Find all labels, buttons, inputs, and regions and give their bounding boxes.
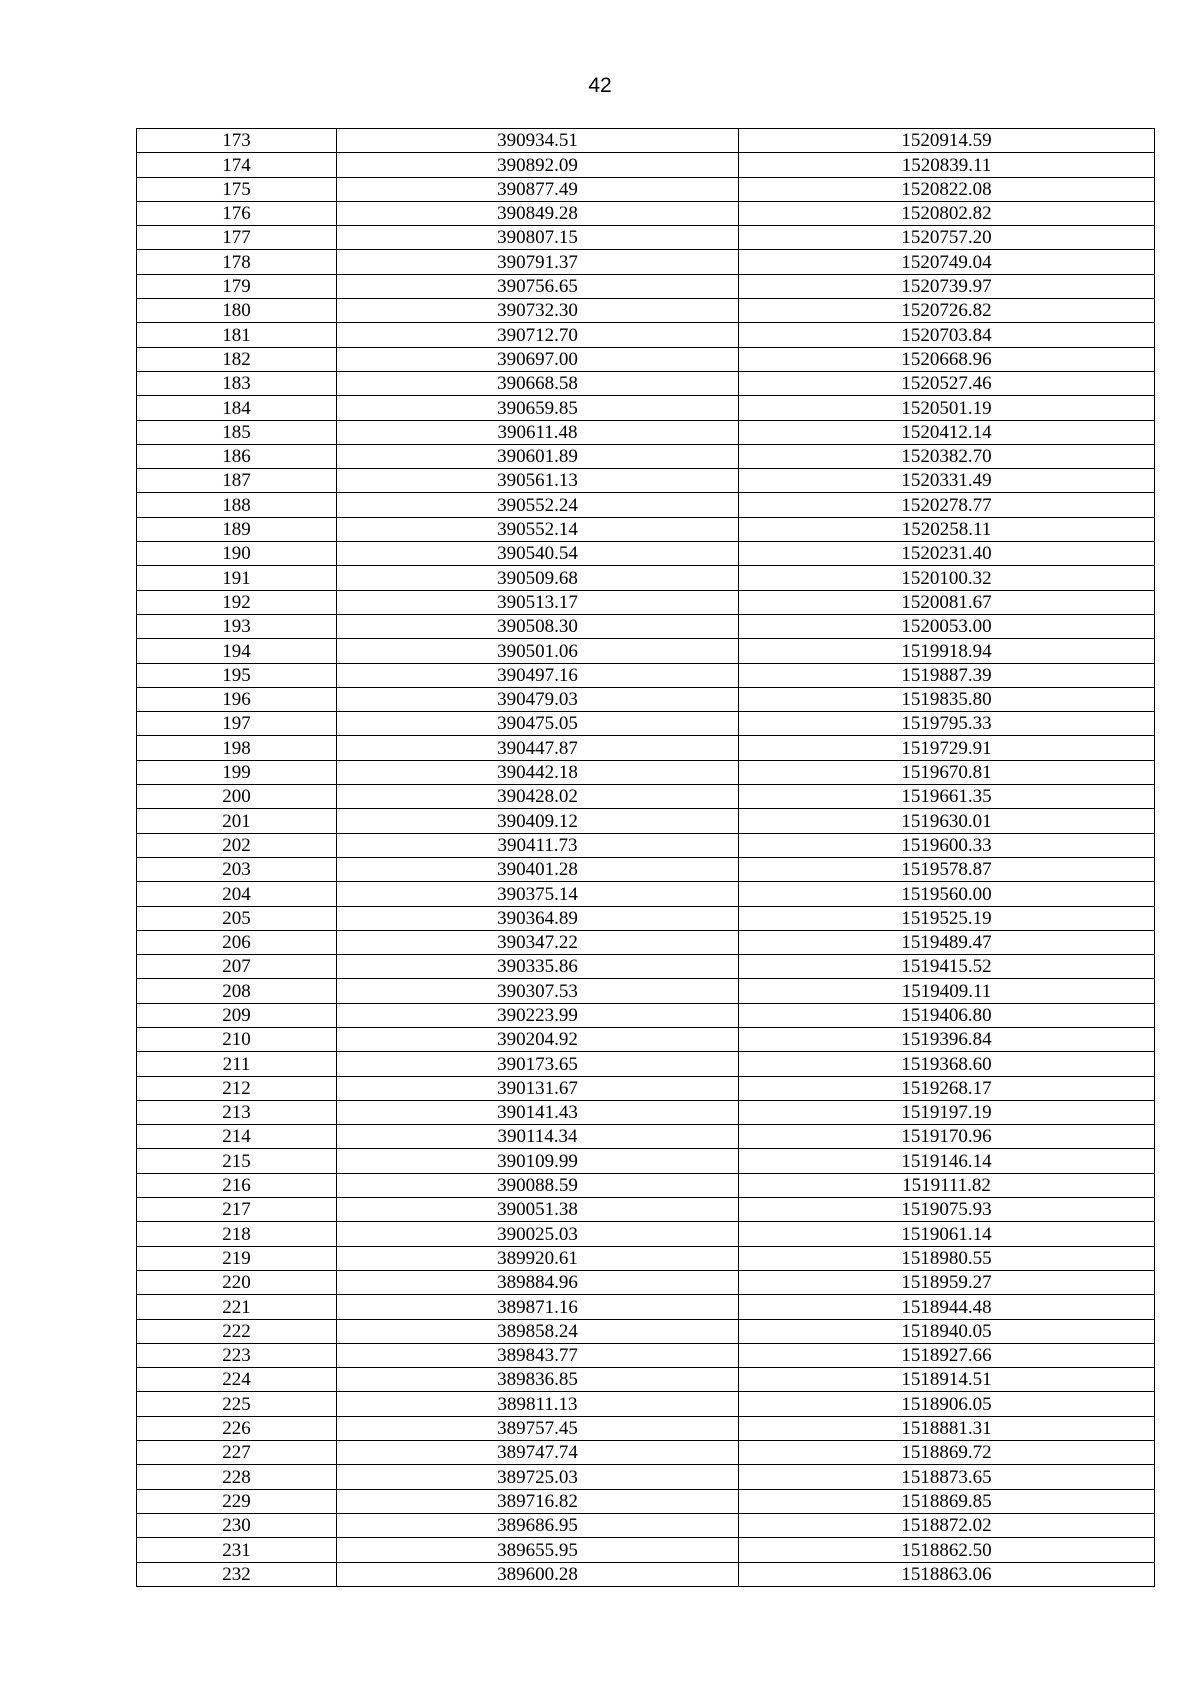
x-coordinate-cell: 389843.77	[337, 1343, 739, 1367]
point-number-cell: 203	[137, 857, 337, 881]
table-row	[137, 201, 1155, 225]
x-coordinate-cell: 390756.65	[337, 274, 739, 298]
table-row	[137, 1270, 1155, 1294]
x-coordinate-cell: 390307.53	[337, 979, 739, 1003]
table-row	[137, 760, 1155, 784]
table-row	[137, 712, 1155, 736]
y-coordinate-cell: 1518959.27	[739, 1270, 1155, 1294]
table-row	[137, 469, 1155, 493]
y-coordinate-cell: 1519197.19	[739, 1100, 1155, 1124]
y-coordinate-cell: 1519170.96	[739, 1125, 1155, 1149]
point-number-cell: 184	[137, 396, 337, 420]
y-coordinate-cell: 1519396.84	[739, 1027, 1155, 1051]
y-coordinate-cell: 1519630.01	[739, 809, 1155, 833]
point-number-cell: 219	[137, 1246, 337, 1270]
x-coordinate-cell: 390601.89	[337, 444, 739, 468]
y-coordinate-cell: 1520100.32	[739, 566, 1155, 590]
x-coordinate-cell: 390508.30	[337, 614, 739, 638]
point-number-cell: 207	[137, 955, 337, 979]
y-coordinate-cell: 1520749.04	[739, 250, 1155, 274]
y-coordinate-cell: 1520739.97	[739, 274, 1155, 298]
point-number-cell: 197	[137, 712, 337, 736]
point-number-cell: 195	[137, 663, 337, 687]
point-number-cell: 178	[137, 250, 337, 274]
y-coordinate-cell: 1520726.82	[739, 299, 1155, 323]
table-row	[137, 1465, 1155, 1489]
point-number-cell: 187	[137, 469, 337, 493]
coordinates-table	[136, 128, 1155, 1587]
table-row	[137, 1441, 1155, 1465]
table-row	[137, 736, 1155, 760]
y-coordinate-cell: 1520822.08	[739, 177, 1155, 201]
point-number-cell: 200	[137, 785, 337, 809]
table-row	[137, 1100, 1155, 1124]
x-coordinate-cell: 390447.87	[337, 736, 739, 760]
y-coordinate-cell: 1519075.93	[739, 1198, 1155, 1222]
point-number-cell: 222	[137, 1319, 337, 1343]
point-number-cell: 216	[137, 1173, 337, 1197]
x-coordinate-cell: 390475.05	[337, 712, 739, 736]
x-coordinate-cell: 390364.89	[337, 906, 739, 930]
x-coordinate-cell: 390877.49	[337, 177, 739, 201]
point-number-cell: 215	[137, 1149, 337, 1173]
y-coordinate-cell: 1519600.33	[739, 833, 1155, 857]
point-number-cell: 221	[137, 1295, 337, 1319]
table-row	[137, 566, 1155, 590]
table-row	[137, 129, 1155, 153]
point-number-cell: 188	[137, 493, 337, 517]
x-coordinate-cell: 389747.74	[337, 1441, 739, 1465]
y-coordinate-cell: 1520527.46	[739, 371, 1155, 395]
table-row	[137, 153, 1155, 177]
y-coordinate-cell: 1520081.67	[739, 590, 1155, 614]
table-row	[137, 1319, 1155, 1343]
table-row	[137, 420, 1155, 444]
table-row	[137, 396, 1155, 420]
x-coordinate-cell: 390807.15	[337, 226, 739, 250]
table-row	[137, 177, 1155, 201]
y-coordinate-cell: 1519729.91	[739, 736, 1155, 760]
y-coordinate-cell: 1519661.35	[739, 785, 1155, 809]
point-number-cell: 217	[137, 1198, 337, 1222]
point-number-cell: 199	[137, 760, 337, 784]
y-coordinate-cell: 1519670.81	[739, 760, 1155, 784]
x-coordinate-cell: 390114.34	[337, 1125, 739, 1149]
y-coordinate-cell: 1520258.11	[739, 517, 1155, 541]
y-coordinate-cell: 1520757.20	[739, 226, 1155, 250]
y-coordinate-cell: 1519489.47	[739, 930, 1155, 954]
y-coordinate-cell: 1518872.02	[739, 1513, 1155, 1537]
point-number-cell: 224	[137, 1368, 337, 1392]
y-coordinate-cell: 1519409.11	[739, 979, 1155, 1003]
table-row	[137, 1538, 1155, 1562]
table-row	[137, 979, 1155, 1003]
x-coordinate-cell: 390375.14	[337, 882, 739, 906]
point-number-cell: 214	[137, 1125, 337, 1149]
table-row	[137, 299, 1155, 323]
x-coordinate-cell: 390501.06	[337, 639, 739, 663]
point-number-cell: 182	[137, 347, 337, 371]
y-coordinate-cell: 1519578.87	[739, 857, 1155, 881]
y-coordinate-cell: 1518944.48	[739, 1295, 1155, 1319]
x-coordinate-cell: 390223.99	[337, 1003, 739, 1027]
y-coordinate-cell: 1520382.70	[739, 444, 1155, 468]
point-number-cell: 227	[137, 1441, 337, 1465]
x-coordinate-cell: 389920.61	[337, 1246, 739, 1270]
point-number-cell: 231	[137, 1538, 337, 1562]
x-coordinate-cell: 389757.45	[337, 1416, 739, 1440]
y-coordinate-cell: 1519560.00	[739, 882, 1155, 906]
page-number: 42	[588, 74, 612, 97]
y-coordinate-cell: 1518863.06	[739, 1562, 1155, 1586]
y-coordinate-cell: 1519061.14	[739, 1222, 1155, 1246]
point-number-cell: 212	[137, 1076, 337, 1100]
x-coordinate-cell: 390892.09	[337, 153, 739, 177]
table-row	[137, 687, 1155, 711]
table-row	[137, 1003, 1155, 1027]
point-number-cell: 186	[137, 444, 337, 468]
point-number-cell: 230	[137, 1513, 337, 1537]
x-coordinate-cell: 390849.28	[337, 201, 739, 225]
point-number-cell: 191	[137, 566, 337, 590]
x-coordinate-cell: 389686.95	[337, 1513, 739, 1537]
point-number-cell: 206	[137, 930, 337, 954]
table-row	[137, 1173, 1155, 1197]
point-number-cell: 180	[137, 299, 337, 323]
point-number-cell: 181	[137, 323, 337, 347]
y-coordinate-cell: 1518869.85	[739, 1489, 1155, 1513]
x-coordinate-cell: 390561.13	[337, 469, 739, 493]
x-coordinate-cell: 390131.67	[337, 1076, 739, 1100]
table-row	[137, 614, 1155, 638]
point-number-cell: 226	[137, 1416, 337, 1440]
x-coordinate-cell: 390347.22	[337, 930, 739, 954]
point-number-cell: 173	[137, 129, 337, 153]
y-coordinate-cell: 1519835.80	[739, 687, 1155, 711]
table-row	[137, 226, 1155, 250]
point-number-cell: 228	[137, 1465, 337, 1489]
table-row	[137, 785, 1155, 809]
point-number-cell: 201	[137, 809, 337, 833]
y-coordinate-cell: 1520802.82	[739, 201, 1155, 225]
table-row	[137, 1489, 1155, 1513]
x-coordinate-cell: 389836.85	[337, 1368, 739, 1392]
x-coordinate-cell: 389716.82	[337, 1489, 739, 1513]
table-row	[137, 955, 1155, 979]
x-coordinate-cell: 390611.48	[337, 420, 739, 444]
y-coordinate-cell: 1519918.94	[739, 639, 1155, 663]
point-number-cell: 185	[137, 420, 337, 444]
table-row	[137, 1295, 1155, 1319]
y-coordinate-cell: 1519525.19	[739, 906, 1155, 930]
point-number-cell: 225	[137, 1392, 337, 1416]
x-coordinate-cell: 390025.03	[337, 1222, 739, 1246]
point-number-cell: 192	[137, 590, 337, 614]
y-coordinate-cell: 1519415.52	[739, 955, 1155, 979]
table-row	[137, 663, 1155, 687]
y-coordinate-cell: 1520501.19	[739, 396, 1155, 420]
x-coordinate-cell: 390428.02	[337, 785, 739, 809]
y-coordinate-cell: 1518869.72	[739, 1441, 1155, 1465]
x-coordinate-cell: 389871.16	[337, 1295, 739, 1319]
point-number-cell: 202	[137, 833, 337, 857]
point-number-cell: 179	[137, 274, 337, 298]
point-number-cell: 213	[137, 1100, 337, 1124]
table-row	[137, 371, 1155, 395]
x-coordinate-cell: 390401.28	[337, 857, 739, 881]
x-coordinate-cell: 389811.13	[337, 1392, 739, 1416]
x-coordinate-cell: 390051.38	[337, 1198, 739, 1222]
point-number-cell: 220	[137, 1270, 337, 1294]
point-number-cell: 176	[137, 201, 337, 225]
table-row	[137, 1198, 1155, 1222]
y-coordinate-cell: 1518980.55	[739, 1246, 1155, 1270]
x-coordinate-cell: 389858.24	[337, 1319, 739, 1343]
x-coordinate-cell: 390173.65	[337, 1052, 739, 1076]
x-coordinate-cell: 390552.24	[337, 493, 739, 517]
table-row	[137, 444, 1155, 468]
y-coordinate-cell: 1520278.77	[739, 493, 1155, 517]
y-coordinate-cell: 1518927.66	[739, 1343, 1155, 1367]
x-coordinate-cell: 390513.17	[337, 590, 739, 614]
y-coordinate-cell: 1520668.96	[739, 347, 1155, 371]
point-number-cell: 211	[137, 1052, 337, 1076]
point-number-cell: 208	[137, 979, 337, 1003]
table-row	[137, 347, 1155, 371]
table-row	[137, 323, 1155, 347]
table-row	[137, 1513, 1155, 1537]
x-coordinate-cell: 390479.03	[337, 687, 739, 711]
table-row	[137, 1368, 1155, 1392]
y-coordinate-cell: 1518873.65	[739, 1465, 1155, 1489]
x-coordinate-cell: 389884.96	[337, 1270, 739, 1294]
table-row	[137, 542, 1155, 566]
table-row	[137, 1027, 1155, 1051]
y-coordinate-cell: 1520839.11	[739, 153, 1155, 177]
point-number-cell: 194	[137, 639, 337, 663]
point-number-cell: 210	[137, 1027, 337, 1051]
point-number-cell: 198	[137, 736, 337, 760]
x-coordinate-cell: 389655.95	[337, 1538, 739, 1562]
x-coordinate-cell: 390088.59	[337, 1173, 739, 1197]
table-row	[137, 250, 1155, 274]
point-number-cell: 183	[137, 371, 337, 395]
x-coordinate-cell: 390732.30	[337, 299, 739, 323]
table-row	[137, 517, 1155, 541]
y-coordinate-cell: 1519368.60	[739, 1052, 1155, 1076]
x-coordinate-cell: 389600.28	[337, 1562, 739, 1586]
point-number-cell: 223	[137, 1343, 337, 1367]
y-coordinate-cell: 1518914.51	[739, 1368, 1155, 1392]
point-number-cell: 209	[137, 1003, 337, 1027]
table-row	[137, 930, 1155, 954]
x-coordinate-cell: 390497.16	[337, 663, 739, 687]
table-row	[137, 590, 1155, 614]
x-coordinate-cell: 390668.58	[337, 371, 739, 395]
point-number-cell: 229	[137, 1489, 337, 1513]
point-number-cell: 175	[137, 177, 337, 201]
y-coordinate-cell: 1520331.49	[739, 469, 1155, 493]
table-row	[137, 857, 1155, 881]
point-number-cell: 174	[137, 153, 337, 177]
point-number-cell: 189	[137, 517, 337, 541]
x-coordinate-cell: 390204.92	[337, 1027, 739, 1051]
point-number-cell: 190	[137, 542, 337, 566]
x-coordinate-cell: 390659.85	[337, 396, 739, 420]
point-number-cell: 204	[137, 882, 337, 906]
point-number-cell: 218	[137, 1222, 337, 1246]
table-row	[137, 882, 1155, 906]
point-number-cell: 177	[137, 226, 337, 250]
y-coordinate-cell: 1519268.17	[739, 1076, 1155, 1100]
y-coordinate-cell: 1520412.14	[739, 420, 1155, 444]
y-coordinate-cell: 1519111.82	[739, 1173, 1155, 1197]
x-coordinate-cell: 389725.03	[337, 1465, 739, 1489]
y-coordinate-cell: 1519146.14	[739, 1149, 1155, 1173]
x-coordinate-cell: 390109.99	[337, 1149, 739, 1173]
y-coordinate-cell: 1519887.39	[739, 663, 1155, 687]
y-coordinate-cell: 1518881.31	[739, 1416, 1155, 1440]
x-coordinate-cell: 390712.70	[337, 323, 739, 347]
y-coordinate-cell: 1520914.59	[739, 129, 1155, 153]
point-number-cell: 193	[137, 614, 337, 638]
table-row	[137, 1149, 1155, 1173]
x-coordinate-cell: 390697.00	[337, 347, 739, 371]
y-coordinate-cell: 1518862.50	[739, 1538, 1155, 1562]
table-row	[137, 1246, 1155, 1270]
x-coordinate-cell: 390411.73	[337, 833, 739, 857]
table-row	[137, 833, 1155, 857]
x-coordinate-cell: 390141.43	[337, 1100, 739, 1124]
table-row	[137, 1343, 1155, 1367]
y-coordinate-cell: 1518940.05	[739, 1319, 1155, 1343]
table-row	[137, 493, 1155, 517]
x-coordinate-cell: 390509.68	[337, 566, 739, 590]
x-coordinate-cell: 390442.18	[337, 760, 739, 784]
table-row	[137, 1052, 1155, 1076]
table-row	[137, 1562, 1155, 1586]
y-coordinate-cell: 1519406.80	[739, 1003, 1155, 1027]
x-coordinate-cell: 390791.37	[337, 250, 739, 274]
y-coordinate-cell: 1519795.33	[739, 712, 1155, 736]
y-coordinate-cell: 1520231.40	[739, 542, 1155, 566]
x-coordinate-cell: 390540.54	[337, 542, 739, 566]
table-row	[137, 1222, 1155, 1246]
table-row	[137, 1125, 1155, 1149]
table-row	[137, 1392, 1155, 1416]
x-coordinate-cell: 390934.51	[337, 129, 739, 153]
y-coordinate-cell: 1518906.05	[739, 1392, 1155, 1416]
x-coordinate-cell: 390552.14	[337, 517, 739, 541]
coordinates-table-body	[137, 129, 1155, 1587]
y-coordinate-cell: 1520053.00	[739, 614, 1155, 638]
table-row	[137, 1076, 1155, 1100]
table-row	[137, 639, 1155, 663]
point-number-cell: 205	[137, 906, 337, 930]
table-row	[137, 1416, 1155, 1440]
point-number-cell: 232	[137, 1562, 337, 1586]
table-row	[137, 809, 1155, 833]
table-row	[137, 906, 1155, 930]
table-row	[137, 274, 1155, 298]
x-coordinate-cell: 390335.86	[337, 955, 739, 979]
x-coordinate-cell: 390409.12	[337, 809, 739, 833]
y-coordinate-cell: 1520703.84	[739, 323, 1155, 347]
point-number-cell: 196	[137, 687, 337, 711]
